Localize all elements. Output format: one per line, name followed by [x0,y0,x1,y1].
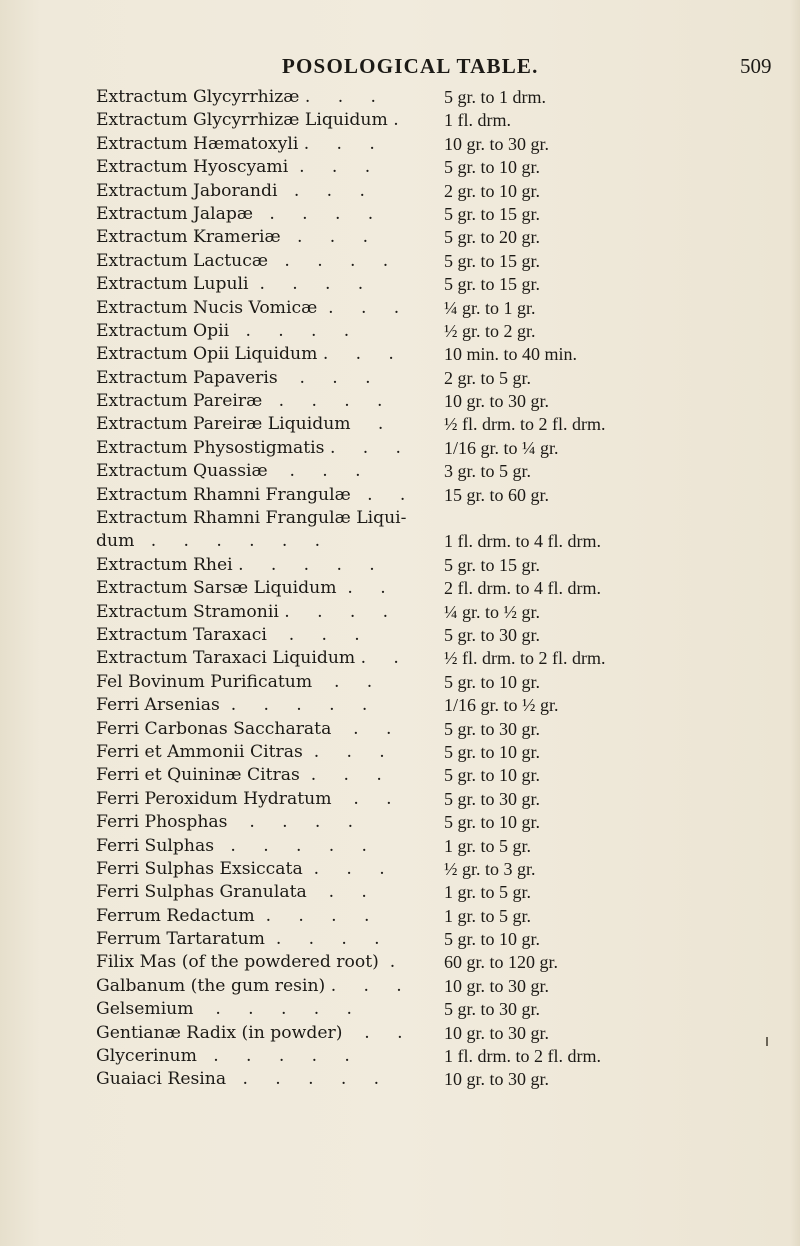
dose-range: 5 gr. to 10 gr. [444,157,541,178]
dose-range: 10 gr. to 30 gr. [444,391,550,412]
dose-range: 10 gr. to 30 gr. [444,975,550,996]
table-row [96,998,776,1021]
table-row [96,460,776,483]
dose-range: 5 gr. to 20 gr. [444,227,541,248]
drug-name: Gelsemium . . . . . [96,999,352,1020]
drug-name: Ferri Sulphas Exsiccata . . . [96,858,385,879]
table-row [96,554,776,577]
dose-range: 1 fl. drm. to 4 fl. drm. [444,531,601,552]
dose-range: 10 min. to 40 min. [444,344,578,365]
dose-range: 5 gr. to 1 drm. [444,87,546,107]
table-row [96,133,776,156]
drug-name: Extractum Rhei . . . . . [96,554,375,575]
dose-range: 2 fl. drm. to 4 fl. drm. [444,578,601,599]
dose-range: 5 gr. to 10 gr. [444,929,541,950]
table-row [96,367,776,390]
drug-name: Ferrum Tartaratum . . . . [96,929,380,950]
dose-range: 1/16 gr. to ¼ gr. [444,437,559,458]
table-row [96,109,776,132]
dose-range: 5 gr. to 15 gr. [444,203,541,224]
table-row [96,764,776,787]
dose-range: 2 gr. to 10 gr. [444,180,541,201]
table-row [96,647,776,670]
table-row [96,320,776,343]
running-title: POSOLOGICAL TABLE. [282,54,539,78]
drug-name: Ferri Sulphas Granulata . . [96,882,367,903]
table-row [96,741,776,764]
table-row [96,577,776,600]
table-row [96,1022,776,1045]
table-row [96,624,776,647]
dose-range: 5 gr. to 10 gr. [444,765,541,786]
table-row [96,156,776,179]
drug-name: Extractum Rhamni Frangulæ . . [96,484,406,505]
table-row [96,250,776,273]
drug-name: Ferri et Quininæ Citras . . . [96,765,382,786]
drug-name: Ferri et Ammonii Citras . . . [96,741,385,762]
table-row [96,788,776,811]
drug-name: Extractum Lactucæ . . . . [96,250,389,271]
table-row [96,226,776,249]
drug-name: Gentianæ Radix (in powder) . . [96,1022,403,1043]
table-row [96,835,776,858]
drug-name: Extractum Jalapæ . . . . [96,203,374,224]
dose-range: 1 fl. drm. [444,110,511,131]
drug-name: Galbanum (the gum resin) . . . [96,975,402,996]
drug-name: Extractum Taraxaci . . . [96,625,360,645]
table-row [96,273,776,296]
dose-range: 15 gr. to 60 gr. [444,484,550,505]
drug-name: Extractum Glycyrrhizæ . . . [96,87,376,107]
dose-range: 5 gr. to 30 gr. [444,999,541,1020]
dose-range: ½ fl. drm. to 2 fl. drm. [444,414,606,435]
dose-range: 5 gr. to 30 gr. [444,718,541,739]
drug-name: Ferri Carbonas Saccharata . . [96,718,392,739]
dose-range: 1 gr. to 5 gr. [444,882,532,903]
page-number: 509 [740,54,772,78]
dose-range: ½ fl. drm. to 2 fl. drm. [444,648,606,669]
drug-name: Extractum Opii Liquidum . . . [96,344,394,365]
dose-range: 1 gr. to 5 gr. [444,905,532,926]
table-row [96,951,776,974]
table-row [96,694,776,717]
dose-range: 5 gr. to 30 gr. [444,788,541,809]
dose-range: 10 gr. to 30 gr. [444,133,550,154]
drug-name: Guaiaci Resina . . . . . [96,1069,380,1090]
drug-name: Extractum Taraxaci Liquidum . . [96,648,399,669]
drug-name: Extractum Krameriæ . . . [96,227,369,248]
drug-name: Extractum Hyoscyami . . . [96,157,371,178]
table-row [96,671,776,694]
table-row [96,343,776,366]
table-row [96,881,776,904]
drug-name: Filix Mas (of the powdered root) . [96,952,396,973]
dose-range: 5 gr. to 15 gr. [444,554,541,575]
margin-mark [766,1037,768,1046]
drug-name: Extractum Quassiæ . . . [96,461,361,482]
dose-range: 2 gr. to 5 gr. [444,367,532,388]
table-row [96,203,776,226]
table-row [96,905,776,928]
dose-range: ½ gr. to 3 gr. [444,858,536,879]
table-row [96,1068,776,1091]
drug-name: Extractum Pareiræ . . . . [96,391,383,412]
drug-name: Extractum Hæmatoxyli . . . [96,133,375,154]
table-row [96,437,776,460]
drug-name: Extractum Opii . . . . [96,320,350,341]
table-row [96,928,776,951]
table-row [96,484,776,507]
posological-table [96,86,776,1092]
dose-range: 3 gr. to 5 gr. [444,461,532,482]
dose-range: 1/16 gr. to ½ gr. [444,695,559,716]
table-row [96,180,776,203]
dose-range: 10 gr. to 30 gr. [444,1022,550,1043]
drug-name: Extractum Rhamni Frangulæ Liqui- dum . . . . . . [96,508,407,552]
drug-name: Ferri Sulphas . . . . . [96,835,368,856]
dose-range: ¼ gr. to 1 gr. [444,297,536,318]
drug-name: Extractum Sarsæ Liquidum . . [96,578,386,599]
drug-name: Extractum Lupuli . . . . [96,274,364,295]
table-row [96,718,776,741]
drug-name: Glycerinum . . . . . [96,1046,350,1067]
drug-name: Extractum Nucis Vomicæ . . . [96,297,400,318]
drug-name: Extractum Pareiræ Liquidum . [96,414,384,435]
drug-name: Extractum Jaborandi . . . [96,180,365,201]
drug-name: Ferri Arsenias . . . . . [96,695,368,716]
dose-range: ¼ gr. to ½ gr. [444,601,541,622]
drug-name: Extractum Glycyrrhizæ Liquidum . [96,110,399,131]
drug-name: Extractum Stramonii . . . . [96,601,389,622]
dose-range: 5 gr. to 15 gr. [444,250,541,271]
dose-range: 5 gr. to 30 gr. [444,625,541,645]
table-row [96,413,776,436]
dose-range: 1 fl. drm. to 2 fl. drm. [444,1046,601,1067]
page-header [0,54,800,84]
dose-range: ½ gr. to 2 gr. [444,320,536,341]
dose-range: 1 gr. to 5 gr. [444,835,532,856]
table-row [96,297,776,320]
table-row [96,507,776,554]
drug-name: Ferri Peroxidum Hydratum . . [96,788,392,809]
dose-range: 10 gr. to 30 gr. [444,1069,550,1090]
dose-range: 5 gr. to 10 gr. [444,812,541,833]
table-row [96,858,776,881]
dose-range: 60 gr. to 120 gr. [444,952,559,973]
drug-name: Ferri Phosphas . . . . [96,812,354,833]
table-row [96,86,776,109]
table-row [96,1045,776,1068]
dose-range: 5 gr. to 15 gr. [444,274,541,295]
drug-name: Extractum Physostigmatis . . . [96,437,401,458]
table-row [96,811,776,834]
table-row [96,975,776,998]
dose-range: 5 gr. to 10 gr. [444,741,541,762]
drug-name: Extractum Papaveris . . . [96,367,371,388]
drug-name: Ferrum Redactum . . . . [96,905,370,926]
table-row [96,601,776,624]
table-row [96,390,776,413]
drug-name: Fel Bovinum Purificatum . . [96,671,373,692]
dose-range: 5 gr. to 10 gr. [444,671,541,692]
